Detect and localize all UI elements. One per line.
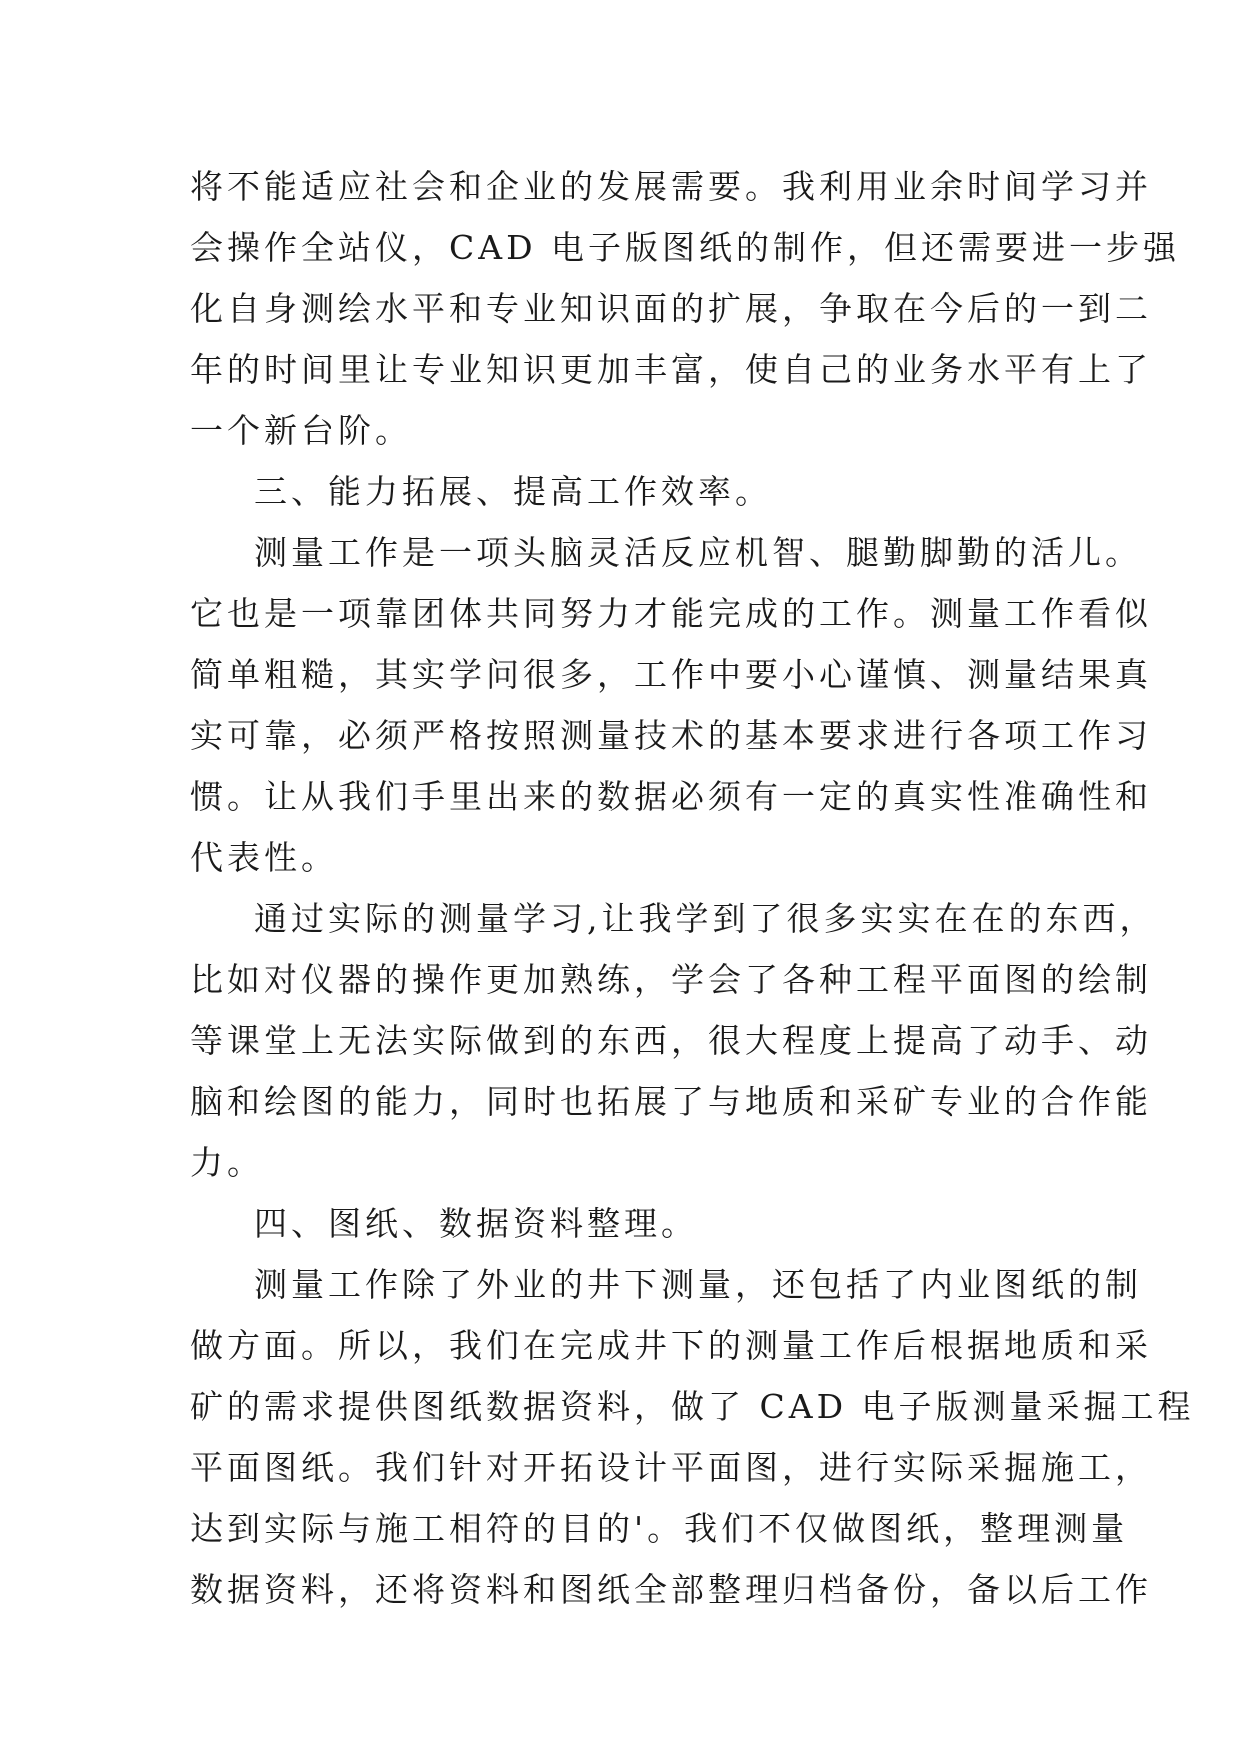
text-line: 三、能力拓展、提高工作效率。: [254, 472, 772, 511]
text-line: 做方面。所以，我们在完成井下的测量工作后根据地质和采: [190, 1326, 1152, 1365]
text-line: 一个新台阶。: [190, 411, 412, 450]
text-line: 化自身测绘水平和专业知识面的扩展，争取在今后的一到二: [190, 289, 1152, 328]
text-line: 惯。让从我们手里出来的数据必须有一定的真实性准确性和: [190, 777, 1152, 816]
text-line: 测量工作是一项头脑灵活反应机智、腿勤脚勤的活儿。: [254, 533, 1142, 572]
text-line: 将不能适应社会和企业的发展需要。我利用业余时间学习并: [190, 167, 1152, 206]
text-line: 会操作全站仪，CAD 电子版图纸的制作，但还需要进一步强: [190, 228, 1181, 267]
text-line: 简单粗糙，其实学问很多，工作中要小心谨慎、测量结果真: [190, 655, 1152, 694]
text-line: 比如对仪器的操作更加熟练，学会了各种工程平面图的绘制: [190, 960, 1152, 999]
text-line: 测量工作除了外业的井下测量，还包括了内业图纸的制: [254, 1265, 1142, 1304]
text-line: 达到实际与施工相符的目的'。我们不仅做图纸，整理测量: [190, 1509, 1129, 1548]
text-line: 力。: [190, 1143, 264, 1182]
text-line: 脑和绘图的能力，同时也拓展了与地质和采矿专业的合作能: [190, 1082, 1152, 1121]
text-line: 四、图纸、数据资料整理。: [254, 1204, 698, 1243]
text-line: 数据资料，还将资料和图纸全部整理归档备份，备以后工作: [190, 1570, 1152, 1609]
text-line: 实可靠，必须严格按照测量技术的基本要求进行各项工作习: [190, 716, 1152, 755]
text-line: 年的时间里让专业知识更加丰富，使自己的业务水平有上了: [190, 350, 1152, 389]
text-line: 代表性。: [190, 838, 338, 877]
text-line: 平面图纸。我们针对开拓设计平面图，进行实际采掘施工，: [190, 1448, 1152, 1487]
text-line: 通过实际的测量学习,让我学到了很多实实在在的东西，: [254, 899, 1157, 938]
document-body: [190, 156, 1195, 1620]
text-line: 等课堂上无法实际做到的东西，很大程度上提高了动手、动: [190, 1021, 1152, 1060]
text-line: 矿的需求提供图纸数据资料，做了 CAD 电子版测量采掘工程: [190, 1387, 1195, 1426]
text-line: 它也是一项靠团体共同努力才能完成的工作。测量工作看似: [190, 594, 1152, 633]
